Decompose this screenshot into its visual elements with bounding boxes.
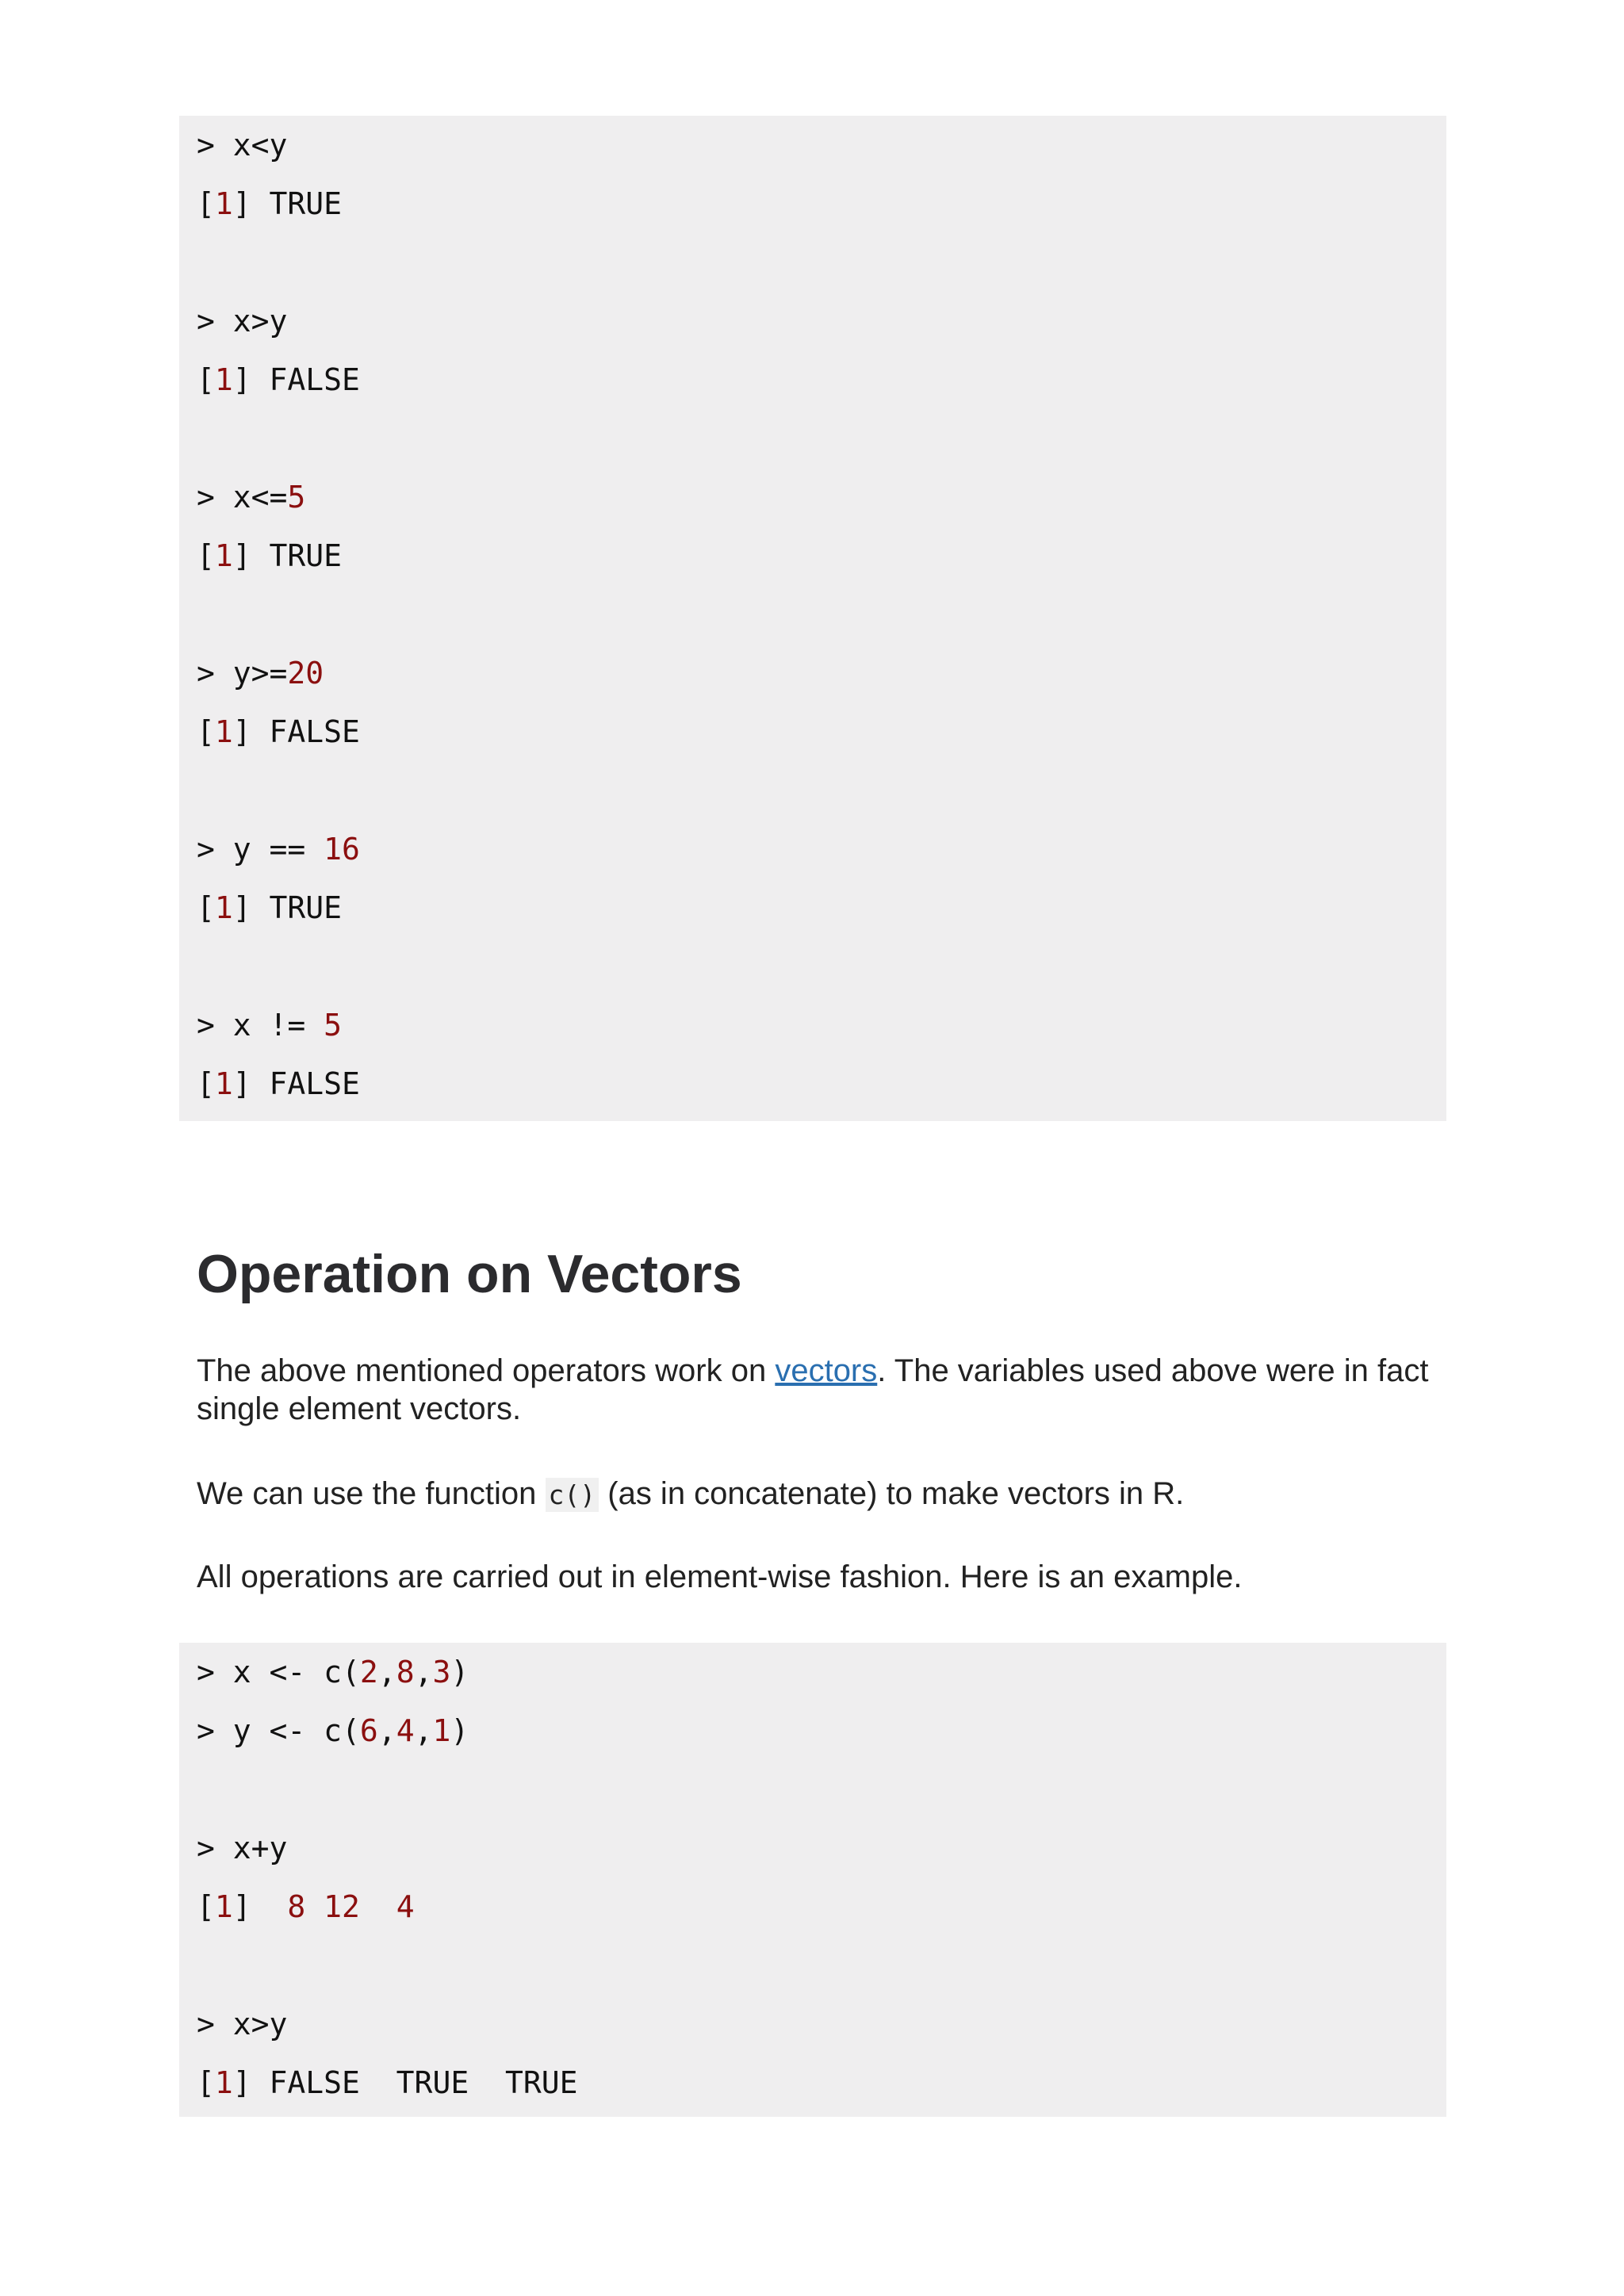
code-blank-line [197,409,1446,468]
code-number-token: 8 [396,1655,415,1689]
code-token: , [414,1655,433,1689]
code-number-token: 1 [214,2065,233,2100]
code-token: > x != [197,1008,324,1043]
code-line [197,350,1446,409]
code-token: , [414,1713,433,1748]
code-token: ) [450,1713,469,1748]
code-token: ] TRUE [232,538,343,573]
code-line [197,702,1446,761]
code-line [197,1054,1446,1113]
code-blank-line [197,585,1446,644]
p2-text-before: We can use the function [197,1476,546,1511]
code-number-token: 1 [214,1066,233,1101]
code-token: , [377,1713,396,1748]
p1-text-after: . The variables used above were in fact single element vectors. [197,1353,1429,1426]
code-lines [197,1643,1446,2112]
inline-code-c: c() [546,1478,599,1512]
code-block-comparisons [179,116,1446,1121]
code-block-vector-ops [179,1643,1446,2117]
code-line [197,878,1446,937]
code-line [197,292,1446,350]
code-blank-line [197,1760,1446,1819]
code-blank-line [197,761,1446,820]
code-token: [ [197,714,215,749]
code-number-token: 1 [432,1713,451,1748]
code-token: ] FALSE [232,1066,360,1101]
code-token: ] FALSE [232,714,360,749]
code-token: > x <- c( [197,1655,360,1689]
code-line [197,1819,1446,1877]
paragraph-vectors-intro [197,1352,1434,1428]
code-line [197,116,1446,174]
code-token: [ [197,538,215,573]
code-lines [197,116,1446,1113]
code-line [197,526,1446,585]
code-blank-line [197,233,1446,292]
code-number-token: 8 12 4 [287,1889,415,1924]
code-number-token: 1 [214,362,233,397]
p2-text-after: (as in concatenate) to make vectors in R. [599,1476,1185,1511]
code-number-token: 16 [324,832,360,867]
code-line [197,1701,1446,1760]
code-number-token: 4 [396,1713,415,1748]
code-token: ] TRUE [232,890,343,925]
code-token: > x>y [197,304,288,339]
code-number-token: 1 [214,186,233,221]
code-line [197,174,1446,233]
code-line [197,1643,1446,1701]
code-line [197,644,1446,702]
code-token: ] FALSE [232,362,360,397]
section-heading: Operation on Vectors [197,1244,742,1304]
code-token: > x+y [197,1831,288,1866]
code-token: [ [197,890,215,925]
code-number-token: 2 [359,1655,378,1689]
code-number-token: 20 [287,656,324,691]
code-token: > x<y [197,128,288,163]
code-token: > y == [197,832,324,867]
code-line [197,996,1446,1054]
code-token: [ [197,362,215,397]
code-number-token: 6 [359,1713,378,1748]
code-token: ] [232,1889,288,1924]
code-blank-line [197,1936,1446,1995]
code-number-token: 5 [287,480,306,515]
vectors-link[interactable]: vectors [775,1353,878,1388]
code-line [197,1995,1446,2053]
p1-text-before: The above mentioned operators work on [197,1353,776,1388]
code-number-token: 1 [214,890,233,925]
code-number-token: 1 [214,538,233,573]
code-token: ) [450,1655,469,1689]
code-token: ] TRUE [232,186,343,221]
code-line [197,468,1446,526]
code-token: ] FALSE TRUE TRUE [232,2065,578,2100]
code-line [197,1877,1446,1936]
code-token: > x>y [197,2007,288,2042]
code-token: > y>= [197,656,288,691]
code-blank-line [197,937,1446,996]
code-number-token: 1 [214,714,233,749]
code-number-token: 5 [324,1008,343,1043]
code-line [197,2053,1446,2112]
code-line [197,820,1446,878]
code-token: > y <- c( [197,1713,360,1748]
paragraph-element-wise: All operations are carried out in element-wise fashion. Here is an example. [197,1559,1243,1594]
code-token: [ [197,186,215,221]
code-token: [ [197,1066,215,1101]
code-number-token: 1 [214,1889,233,1924]
code-number-token: 3 [432,1655,451,1689]
code-token: [ [197,1889,215,1924]
paragraph-concatenate [197,1475,1434,1514]
code-token: [ [197,2065,215,2100]
code-token: , [377,1655,396,1689]
code-token: > x<= [197,480,288,515]
